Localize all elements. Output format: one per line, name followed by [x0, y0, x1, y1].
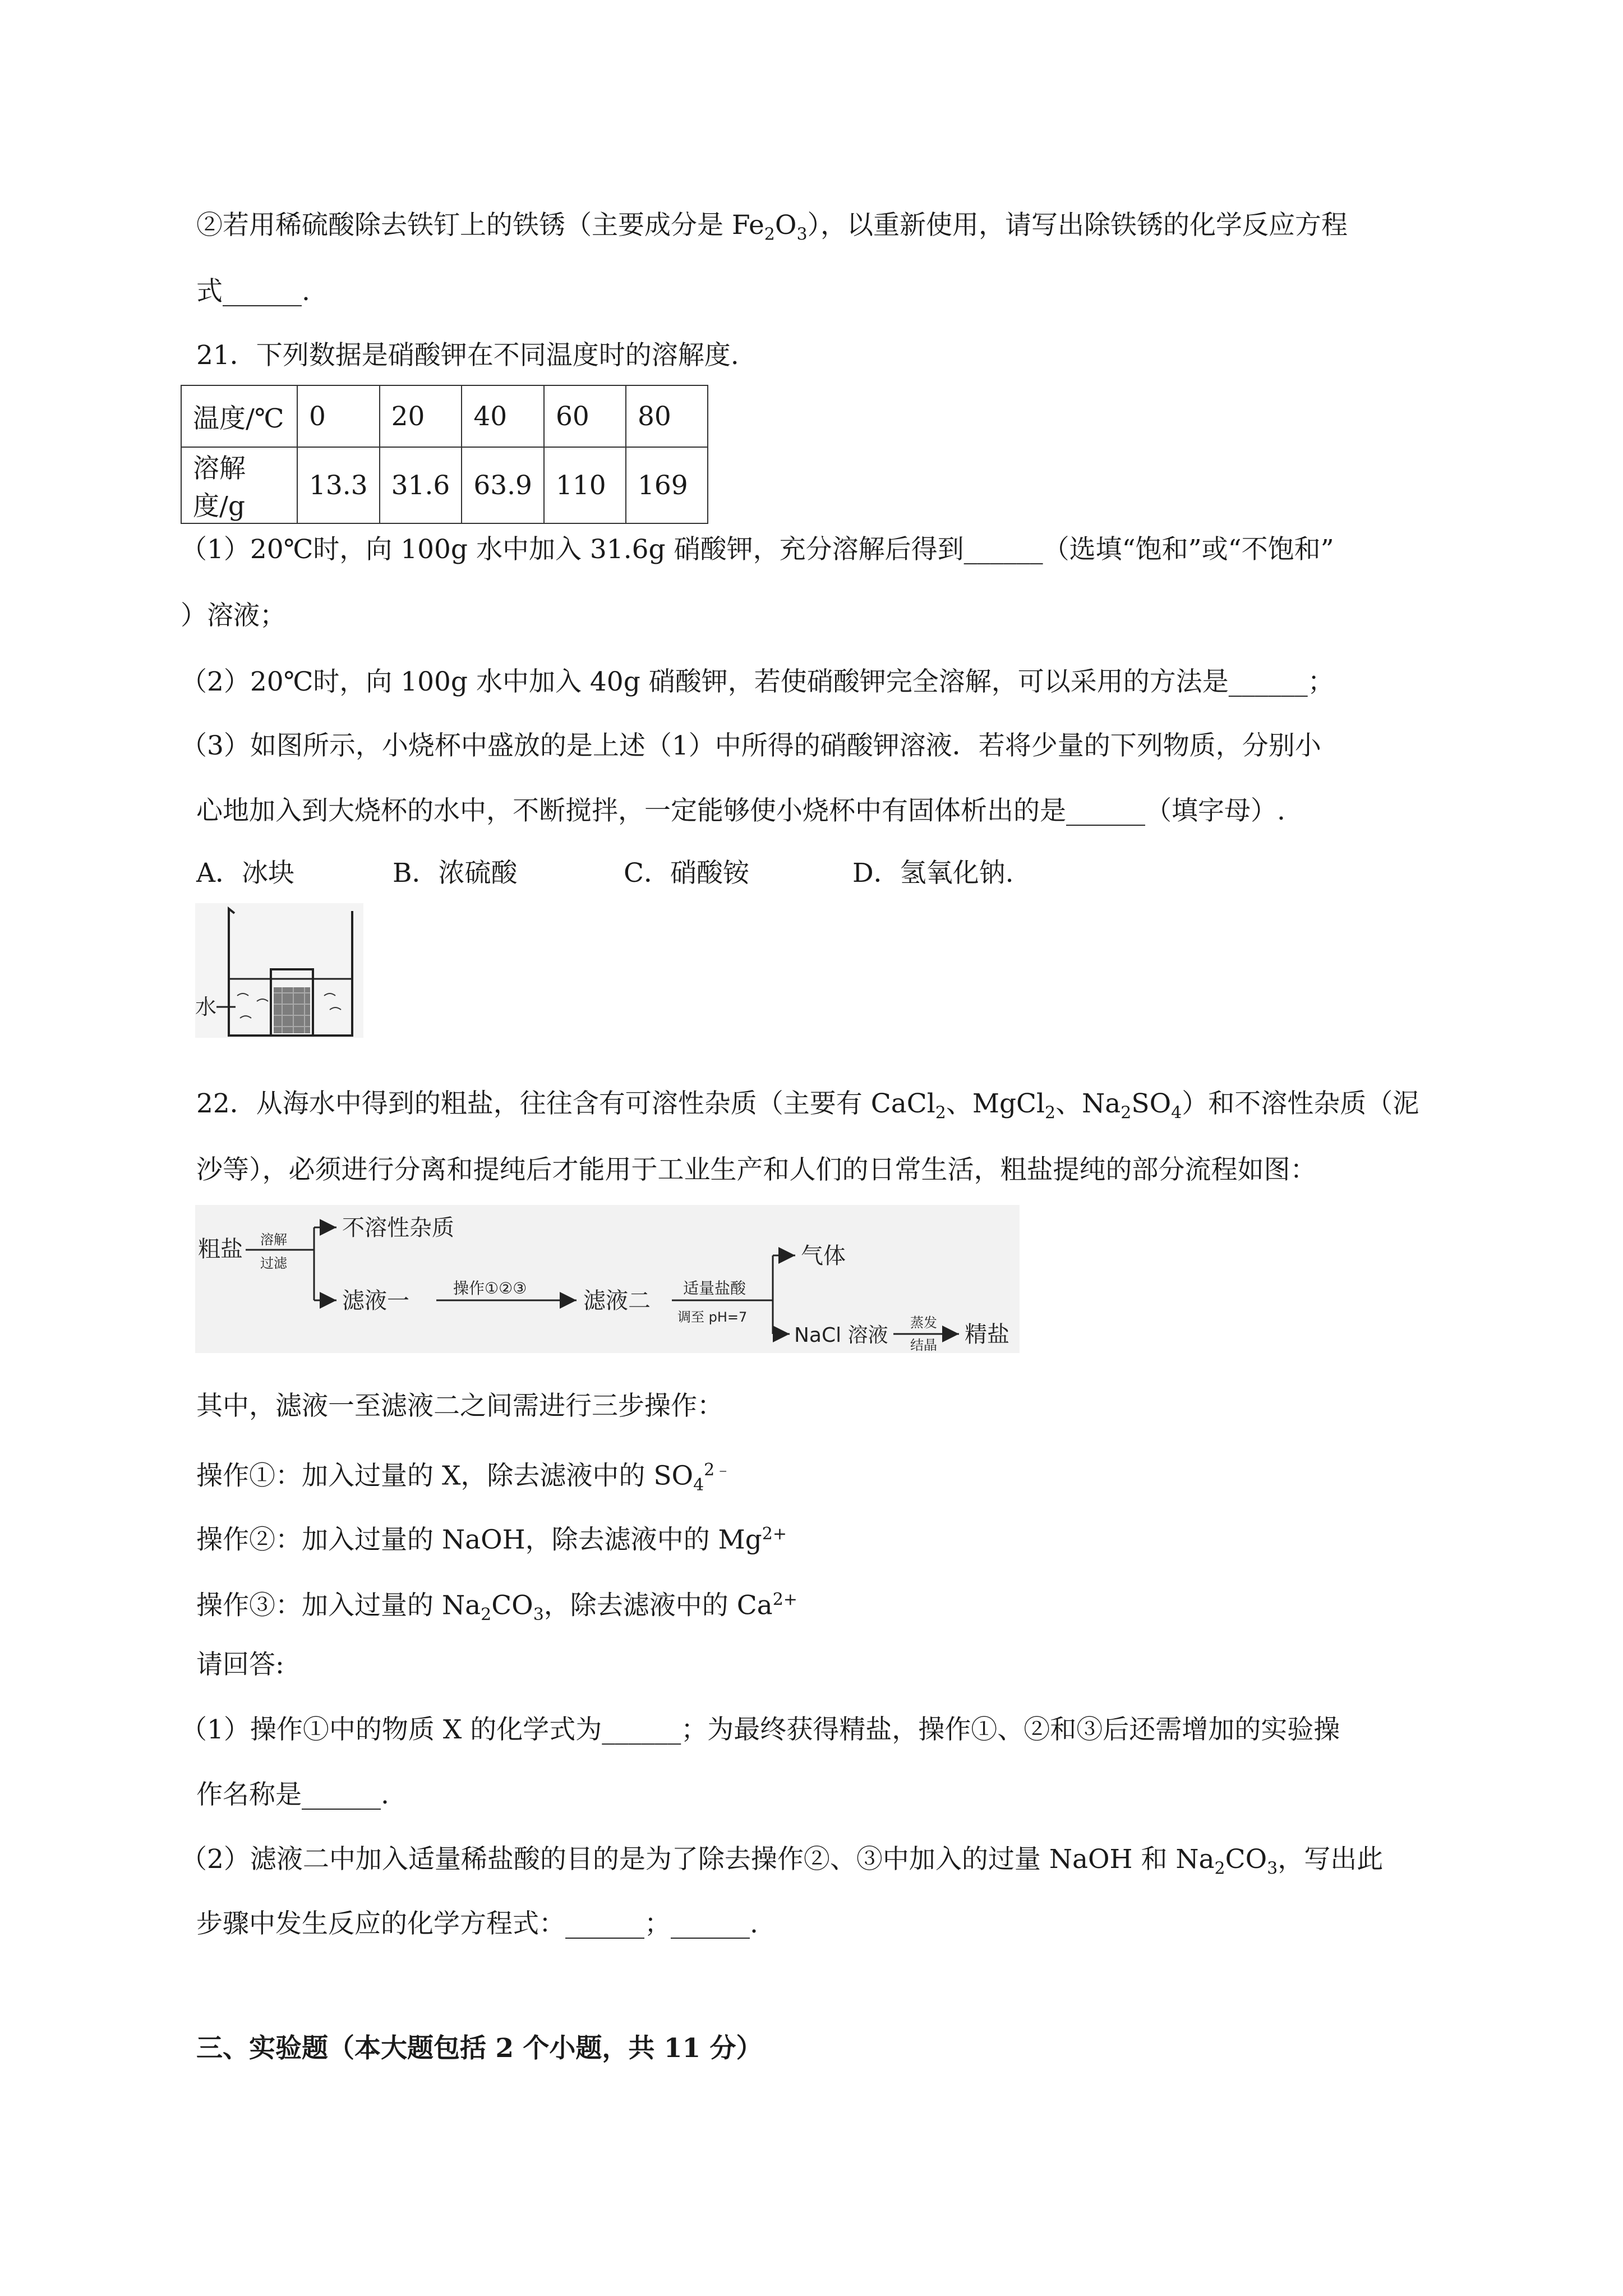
flow-product: 精盐: [965, 1322, 1009, 1347]
water-label: 水: [195, 995, 217, 1019]
q21-part3-line1: （3）如图所示，小烧杯中盛放的是上述（1）中所得的硝酸钾溶液．若将少量的下列物质，分别小: [181, 730, 1321, 761]
table-cell: 40: [462, 385, 544, 447]
q21-option-c: C．硝酸铵: [624, 858, 749, 889]
table-row: [181, 385, 708, 447]
q22-stem-line1: 22．从海水中得到的粗盐，往往含有可溶性杂质（主要有 CaCl$_2$、MgCl$_2$、$Na_2SO_4$）和不溶性杂质（泥: [196, 1088, 1419, 1123]
flow-evap-top: 蒸发: [910, 1315, 937, 1331]
salt-purification-flow: [195, 1205, 1020, 1353]
table-cell: 溶解度/g: [181, 447, 297, 523]
flow-insoluble: 不溶性杂质: [342, 1215, 454, 1241]
q21-option-a: A．冰块: [196, 858, 294, 889]
q21-option-b: B．浓硫酸: [393, 858, 518, 889]
q20-part2-line2: 式______.: [196, 276, 310, 307]
flow-step1-bottom: 过滤: [260, 1255, 287, 1271]
q22-answer2-line1: （2）滤液二中加入适量稀盐酸的目的是为了除去操作②、③中加入的过量 NaOH 和 $Na_2CO_3$，写出此: [181, 1844, 1384, 1879]
flow-ops: 操作①②③: [453, 1279, 527, 1297]
q20-part2-line1: ②若用稀硫酸除去铁钉上的铁锈（主要成分是 $Fe_2O_3$），以重新使用，请写出除铁锈的化学反应方程: [196, 210, 1348, 245]
table-cell: 80: [626, 385, 708, 447]
q22-between: 其中，滤液一至滤液二之间需进行三步操作：: [196, 1391, 723, 1421]
q22-stem-line2: 沙等），必须进行分离和提纯后才能用于工业生产和人们的日常生活，粗盐提纯的部分流程如图：: [196, 1154, 1317, 1185]
q21-part1-line1: （1）20℃时，向 100g 水中加入 31.6g 硝酸钾，充分溶解后得到______（选填“饱和”或“不饱和”: [181, 534, 1334, 565]
flow-acid-top: 适量盐酸: [683, 1279, 746, 1297]
flow-gas: 气体: [801, 1243, 846, 1269]
beaker-figure: [195, 903, 363, 1038]
flow-filtrate2: 滤液二: [583, 1288, 651, 1314]
table-cell: 60: [544, 385, 626, 447]
q21-stem: 21．下列数据是硝酸钾在不同温度时的溶解度.: [196, 340, 739, 371]
table-cell: 温度/℃: [181, 385, 297, 447]
q22-answer2-line2: 步骤中发生反应的化学方程式：______；______.: [196, 1908, 758, 1939]
q22-op3: 操作③：加入过量的 $Na_2CO_3$，除去滤液中的 $Ca^{2+}$: [196, 1590, 797, 1625]
q22-answer1-line1: （1）操作①中的物质 X 的化学式为______；为最终获得精盐，操作①、②和③后还需增加的实验操: [181, 1714, 1340, 1745]
table-cell: 31.6: [380, 447, 462, 523]
flow-acid-bottom: 调至 pH=7: [677, 1309, 748, 1325]
table-cell: 63.9: [462, 447, 544, 523]
q22-answer1-line2: 作名称是______.: [196, 1779, 389, 1810]
q22-op2: 操作②：加入过量的 NaOH，除去滤液中的 $Mg^{2+}$: [196, 1524, 787, 1556]
q21-part2: （2）20℃时，向 100g 水中加入 40g 硝酸钾，若使硝酸钾完全溶解，可以采用的方法是______；: [181, 666, 1334, 697]
q21-option-d: D．氢氧化钠.: [852, 858, 1014, 889]
solubility-table: [181, 385, 708, 524]
q21-part1-line2: ）溶液；: [181, 600, 286, 631]
table-cell: 0: [297, 385, 380, 447]
q22-ask: 请回答:: [196, 1649, 284, 1680]
flow-evap-bottom: 结晶: [910, 1337, 937, 1353]
table-cell: 169: [626, 447, 708, 523]
flow-step1-top: 溶解: [260, 1232, 287, 1248]
table-cell: 110: [544, 447, 626, 523]
section3-heading: 三、实验题（本大题包括 2 个小题，共 11 分）: [196, 2033, 763, 2064]
q21-part3-line2: 心地加入到大烧杯的水中，不断搅拌，一定能够使小烧杯中有固体析出的是______（填字母）.: [196, 795, 1285, 826]
table-row: [181, 447, 708, 523]
flow-start: 粗盐: [198, 1236, 243, 1262]
table-cell: 13.3: [297, 447, 380, 523]
table-cell: 20: [380, 385, 462, 447]
flow-filtrate1: 滤液一: [342, 1288, 409, 1314]
q22-op1: 操作①：加入过量的 X，除去滤液中的 $SO_4^{2﹣}$: [196, 1460, 732, 1496]
flow-nacl: NaCl 溶液: [794, 1324, 888, 1347]
